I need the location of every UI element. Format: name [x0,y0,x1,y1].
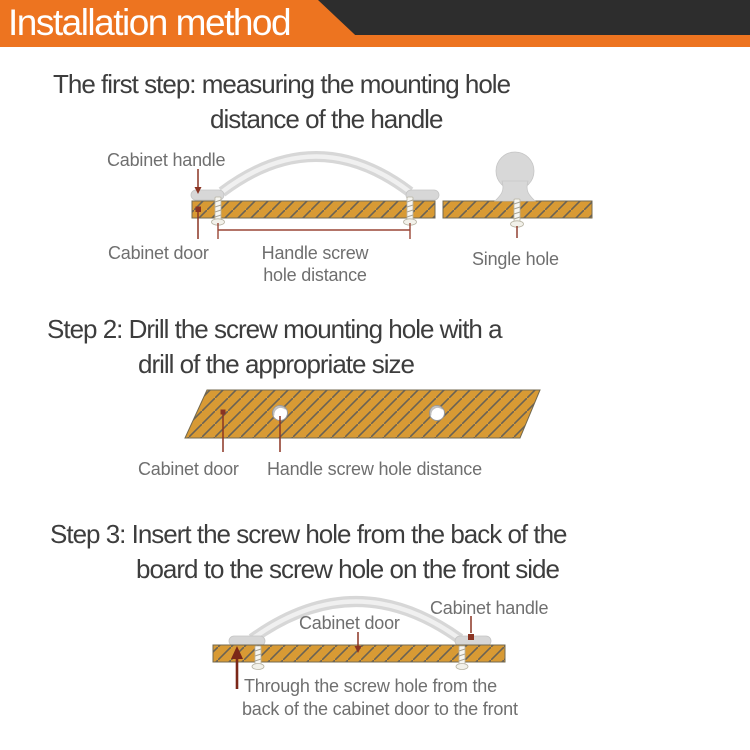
step2-heading-line2: drill of the appropriate size [138,349,414,379]
cabinet-door-pointer-line [196,207,202,240]
cabinet-handle-pointer-arrow-icon [468,616,474,640]
cabinet-handle-icon [191,157,439,201]
step3-label-cabinet-door: Cabinet door [299,613,400,633]
step1-label-cabinet-handle: Cabinet handle [107,150,226,170]
step1-heading-line2: distance of the handle [210,104,443,134]
cabinet-door-board [185,390,540,438]
step3-heading-line2: board to the screw hole on the front side [136,554,559,584]
step2-label-screw-distance: Handle screw hole distance [267,459,482,479]
step3-label-through-line2: back of the cabinet door to the front [242,699,518,719]
step1-heading-line1: The first step: measuring the mounting hole [53,69,511,99]
step1-label-screw-distance-line1: Handle screw [261,243,369,263]
cabinet-door-board [192,201,435,218]
step2-diagram [150,385,550,460]
step1-label-screw-distance-line2: hole distance [263,265,367,285]
step2-label-cabinet-door: Cabinet door [138,459,239,479]
step1-label-single-hole: Single hole [472,249,559,269]
page-title: Installation method [8,2,291,43]
step2-heading-line1: Step 2: Drill the screw mounting hole with a [47,314,502,344]
knob-icon [495,152,535,201]
drilled-hole [430,406,445,421]
step3-label-through-line1: Through the screw hole from the [244,676,497,696]
measure-line [218,223,410,239]
header-bar [0,0,750,47]
step3-label-cabinet-handle: Cabinet handle [430,598,549,618]
header-corner-shape [318,0,750,35]
step3-heading-line1: Step 3: Insert the screw hole from the back of the [50,519,567,549]
step1-label-cabinet-door: Cabinet door [108,243,209,263]
step1-label-screw-distance [250,242,380,286]
